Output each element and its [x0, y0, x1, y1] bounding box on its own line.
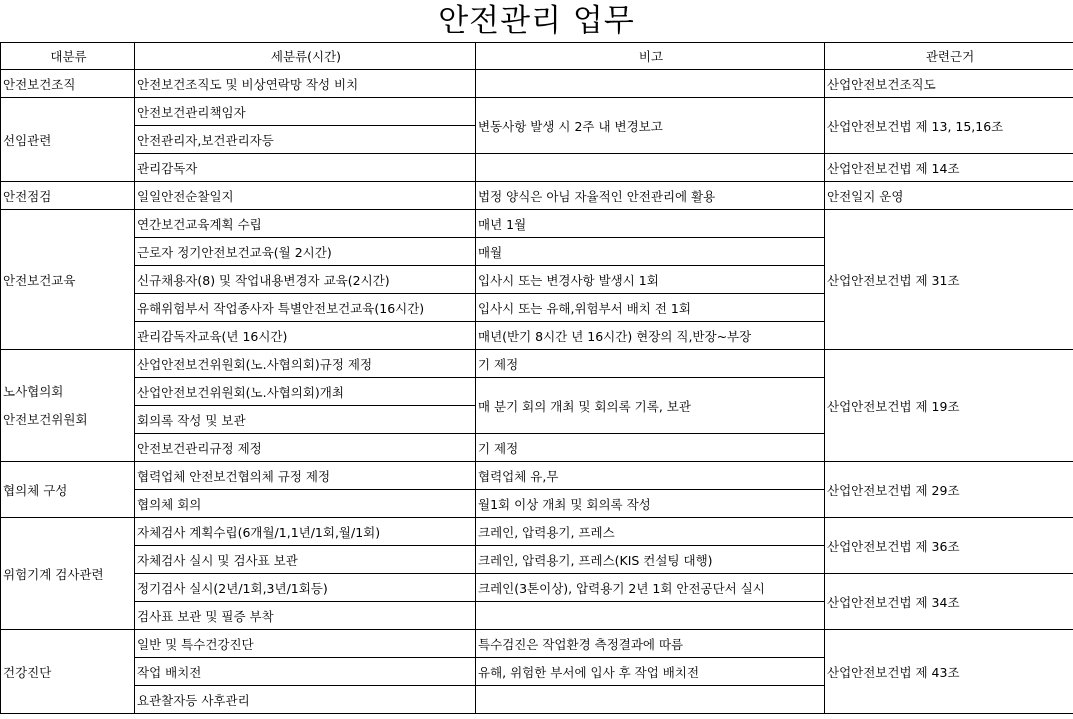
table-row — [1, 98, 1073, 126]
category-line: 노사협의회 — [3, 383, 64, 399]
table-row — [1, 518, 1073, 546]
page-title: 안전관리 업무 — [438, 3, 635, 39]
subcategory-cell: 안전보건조직도 및 비상연락망 작성 비치 — [135, 70, 476, 98]
header-note: 비고 — [476, 43, 825, 70]
table-header-row — [1, 43, 1073, 70]
note-cell: 기 제정 — [476, 434, 825, 462]
basis-cell: 산업안전보건법 제 31조 — [825, 210, 1073, 350]
table-row — [1, 630, 1073, 658]
note-cell: 매 분기 회의 개최 및 회의록 기록, 보관 — [476, 378, 825, 434]
note-cell: 크레인, 압력용기, 프레스 — [476, 518, 825, 546]
category-cell: 안전보건교육 — [1, 210, 135, 350]
header-category: 대분류 — [1, 43, 135, 70]
note-cell: 월1회 이상 개최 및 회의록 작성 — [476, 490, 825, 518]
note-cell: 크레인(3톤이상), 압력용기 2년 1회 안전공단서 실시 — [476, 574, 825, 602]
basis-cell: 산업안전보건법 제 43조 — [825, 630, 1073, 714]
subcategory-cell: 작업 배치전 — [135, 658, 476, 686]
note-cell: 법정 양식은 아님 자율적인 안전관리에 활용 — [476, 182, 825, 210]
table-row — [1, 182, 1073, 210]
header-subcategory: 세분류(시간) — [135, 43, 476, 70]
note-cell: 매년 1월 — [476, 210, 825, 238]
note-cell: 기 제정 — [476, 350, 825, 378]
table-row — [1, 462, 1073, 490]
table-row — [1, 70, 1073, 98]
subcategory-cell: 근로자 정기안전보건교육(월 2시간) — [135, 238, 476, 266]
note-cell: 변동사항 발생 시 2주 내 변경보고 — [476, 98, 825, 154]
subcategory-cell: 회의록 작성 및 보관 — [135, 406, 476, 434]
basis-cell: 산업안전보건법 제 36조 — [825, 518, 1073, 574]
subcategory-cell: 안전보건관리책임자 — [135, 98, 476, 126]
subcategory-cell: 일반 및 특수건강진단 — [135, 630, 476, 658]
note-cell — [476, 602, 825, 630]
category-line: 안전보건위원회 — [3, 411, 88, 427]
category-cell: 선임관련 — [1, 98, 135, 182]
subcategory-cell: 자체검사 실시 및 검사표 보관 — [135, 546, 476, 574]
subcategory-cell: 정기검사 실시(2년/1회,3년/1회등) — [135, 574, 476, 602]
table-row — [1, 574, 1073, 602]
note-cell: 입사시 또는 변경사항 발생시 1회 — [476, 266, 825, 294]
subcategory-cell: 검사표 보관 및 필증 부착 — [135, 602, 476, 630]
note-cell: 유해, 위험한 부서에 입사 후 작업 배치전 — [476, 658, 825, 686]
table-row — [1, 154, 1073, 182]
note-cell: 특수검진은 작업환경 측정결과에 따름 — [476, 630, 825, 658]
category-cell: 협의체 구성 — [1, 462, 135, 518]
subcategory-cell: 요관찰자등 사후관리 — [135, 686, 476, 714]
note-cell — [476, 686, 825, 714]
category-cell — [1, 350, 135, 462]
subcategory-cell: 산업안전보건위원회(노.사협의회)개최 — [135, 378, 476, 406]
note-cell — [476, 154, 825, 182]
safety-tasks-table — [0, 42, 1073, 714]
subcategory-cell: 연간보건교육계획 수립 — [135, 210, 476, 238]
category-cell: 위험기계 검사관련 — [1, 518, 135, 630]
basis-cell: 산업안전보건법 제 34조 — [825, 574, 1073, 630]
category-cell: 안전보건조직 — [1, 70, 135, 98]
note-cell — [476, 70, 825, 98]
table-row — [1, 350, 1073, 378]
subcategory-cell: 협의체 회의 — [135, 490, 476, 518]
basis-cell: 산업안전보건조직도 — [825, 70, 1073, 98]
basis-cell: 안전일지 운영 — [825, 182, 1073, 210]
subcategory-cell: 자체검사 계획수립(6개월/1,1년/1회,월/1회) — [135, 518, 476, 546]
subcategory-cell: 협력업체 안전보건협의체 규정 제정 — [135, 462, 476, 490]
note-cell: 매월 — [476, 238, 825, 266]
subcategory-cell: 신규채용자(8) 및 작업내용변경자 교육(2시간) — [135, 266, 476, 294]
subcategory-cell: 일일안전순찰일지 — [135, 182, 476, 210]
subcategory-cell: 산업안전보건위원회(노.사협의회)규정 제정 — [135, 350, 476, 378]
note-cell: 매년(반기 8시간 년 16시간) 현장의 직,반장~부장 — [476, 322, 825, 350]
subcategory-cell: 안전보건관리규정 제정 — [135, 434, 476, 462]
note-cell: 크레인, 압력용기, 프레스(KIS 컨설팅 대행) — [476, 546, 825, 574]
note-cell: 협력업체 유,무 — [476, 462, 825, 490]
basis-cell: 산업안전보건법 제 19조 — [825, 350, 1073, 462]
table-row — [1, 210, 1073, 238]
subcategory-cell: 관리감독자 — [135, 154, 476, 182]
basis-cell: 산업안전보건법 제 13, 15,16조 — [825, 98, 1073, 154]
header-basis: 관련근거 — [825, 43, 1073, 70]
subcategory-cell: 안전관리자,보건관리자등 — [135, 126, 476, 154]
basis-cell: 산업안전보건법 제 14조 — [825, 154, 1073, 182]
category-cell: 건강진단 — [1, 630, 135, 714]
category-cell: 안전점검 — [1, 182, 135, 210]
note-cell: 입사시 또는 유해,위험부서 배치 전 1회 — [476, 294, 825, 322]
basis-cell: 산업안전보건법 제 29조 — [825, 462, 1073, 518]
subcategory-cell: 관리감독자교육(년 16시간) — [135, 322, 476, 350]
subcategory-cell: 유해위험부서 작업종사자 특별안전보건교육(16시간) — [135, 294, 476, 322]
